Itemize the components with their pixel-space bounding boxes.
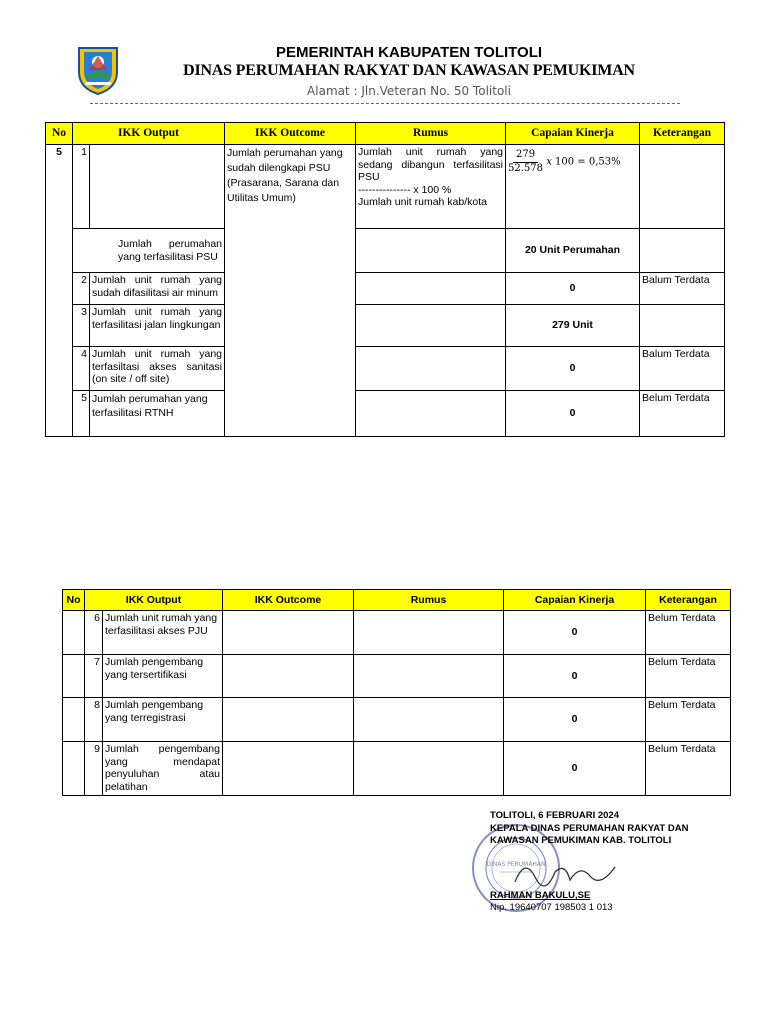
signature-title-line-2: KAWASAN PEMUKIMAN KAB. TOLITOLI <box>490 835 672 846</box>
row-keterangan: Belum Terdata <box>646 655 731 698</box>
header-capaian-kinerja: Capaian Kinerja <box>506 123 640 145</box>
row-output: Jumlah pengembang yang terregistrasi <box>103 698 223 742</box>
row-keterangan: Belum Terdata <box>646 742 731 796</box>
signature-name: RAHMAN BAKULU,SE <box>490 890 591 901</box>
row-capaian: 0 <box>506 273 640 305</box>
header-divider <box>90 103 680 104</box>
row-keterangan: Belum Terdata <box>640 391 725 437</box>
row-rumus <box>354 611 504 655</box>
header-ikk-outcome: IKK Outcome <box>223 590 354 611</box>
row-rumus <box>354 698 504 742</box>
header-ikk-output: IKK Output <box>73 123 225 145</box>
row-capaian: 0 <box>504 655 646 698</box>
group-number: 5 <box>46 145 73 305</box>
header-keterangan: Keterangan <box>646 590 731 611</box>
row-capaian: 0 <box>504 742 646 796</box>
row-rumus <box>356 145 506 229</box>
row-number: 5 <box>73 391 90 437</box>
row-capaian: 279 Unit <box>506 305 640 347</box>
row-keterangan <box>640 145 725 229</box>
row-outcome <box>223 698 354 742</box>
row-number: 8 <box>85 698 103 742</box>
header-agency: DINAS PERUMAHAN RAKYAT DAN KAWASAN PEMUKIMAN <box>183 62 635 79</box>
signature-place-date: TOLITOLI, 6 FEBRUARI 2024 <box>490 810 619 821</box>
rumus-denominator-text: Jumlah unit rumah kab/kota <box>358 196 487 208</box>
handwritten-signature-icon <box>510 852 620 892</box>
no-cell <box>63 742 85 796</box>
group-number-cell <box>46 391 73 437</box>
row-output: Jumlah unit rumah yang sudah difasilitasi air minum <box>90 273 225 305</box>
group-number-cell <box>46 347 73 391</box>
row-capaian: 20 Unit Perumahan <box>506 229 640 273</box>
header-capaian-kinerja: Capaian Kinerja <box>504 590 646 611</box>
row-rumus <box>354 742 504 796</box>
row-keterangan <box>640 229 725 273</box>
row-number: 9 <box>85 742 103 796</box>
row-capaian: 0 <box>506 391 640 437</box>
formula-fraction <box>508 149 543 175</box>
formula-denominator: 52.578 <box>508 162 544 174</box>
row-output <box>90 145 225 229</box>
row-rumus <box>356 229 506 273</box>
ikk-table-1 <box>45 122 725 437</box>
header-ikk-outcome: IKK Outcome <box>225 123 356 145</box>
row-keterangan <box>640 305 725 347</box>
row-keterangan: Balum Terdata <box>640 347 725 391</box>
row-capaian: 0 <box>504 698 646 742</box>
header-address: Alamat : Jln.Veteran No. 50 Tolitoli <box>307 84 511 98</box>
header-rumus: Rumus <box>354 590 504 611</box>
header-rumus: Rumus <box>356 123 506 145</box>
row-capaian: 0 <box>506 347 640 391</box>
header-keterangan: Keterangan <box>640 123 725 145</box>
stamp-text: DINAS PERUMAHAN <box>486 861 546 868</box>
row-number: 3 <box>73 305 90 347</box>
no-cell <box>63 655 85 698</box>
row-rumus <box>354 655 504 698</box>
capaian-formula <box>508 146 637 175</box>
formula-numerator: 279 <box>513 149 538 163</box>
row-rumus <box>356 273 506 305</box>
row-keterangan: Belum Terdata <box>646 611 731 655</box>
row-outcome: Jumlah perumahan yang sudah dilengkapi PSU (Prasarana, Sarana dan Utilitas Umum) <box>225 145 356 437</box>
header-no: No <box>46 123 73 145</box>
row-keterangan: Belum Terdata <box>646 698 731 742</box>
row-output: Jumlah perumahan yang terfasilitasi RTNH <box>90 391 225 437</box>
row-rumus <box>356 347 506 391</box>
row-output: Jumlah pengembang yang tersertifikasi <box>103 655 223 698</box>
group-number-cell <box>46 305 73 347</box>
row-output: Jumlah pengembang yang mendapat penyuluhan atau pelatihan <box>103 742 223 796</box>
ikk-table-2 <box>62 589 731 796</box>
row-keterangan: Balum Terdata <box>640 273 725 305</box>
row-outcome <box>223 742 354 796</box>
no-cell <box>63 698 85 742</box>
row-number: 4 <box>73 347 90 391</box>
header-ikk-output: IKK Output <box>85 590 223 611</box>
header-no: No <box>63 590 85 611</box>
row-capaian-formula <box>506 145 640 229</box>
signature-title-line-1: KEPALA DINAS PERUMAHAN RAKYAT DAN <box>490 823 689 834</box>
row-rumus <box>356 305 506 347</box>
row-number: 6 <box>85 611 103 655</box>
row-number: 1 <box>73 145 90 229</box>
rumus-divider-text: --------------- x 100 % <box>358 183 452 196</box>
row-number: 7 <box>85 655 103 698</box>
row-outcome <box>223 611 354 655</box>
header-government: PEMERINTAH KABUPATEN TOLITOLI <box>275 44 543 61</box>
signature-nip: Nip. 19640707 198503 1 013 <box>490 902 613 913</box>
rumus-numerator-text: Jumlah unit rumah yang sedang dibangun terfasilitasi PSU <box>358 146 504 183</box>
row-number: 2 <box>73 273 90 305</box>
row-output: Jumlah perumahan yang terfasilitasi PSU <box>73 229 225 273</box>
row-outcome <box>223 655 354 698</box>
row-output: Jumlah unit rumah yang terfasiltasi akses sanitasi (on site / off site) <box>90 347 225 391</box>
row-output: Jumlah unit rumah yang terfasilitasi jalan lingkungan <box>90 305 225 347</box>
row-capaian: 0 <box>504 611 646 655</box>
no-cell <box>63 611 85 655</box>
formula-result: 𝑥 100 = 0,53% <box>546 156 621 168</box>
row-output: Jumlah unit rumah yang terfasilitasi akses PJU <box>103 611 223 655</box>
row-rumus <box>356 391 506 437</box>
